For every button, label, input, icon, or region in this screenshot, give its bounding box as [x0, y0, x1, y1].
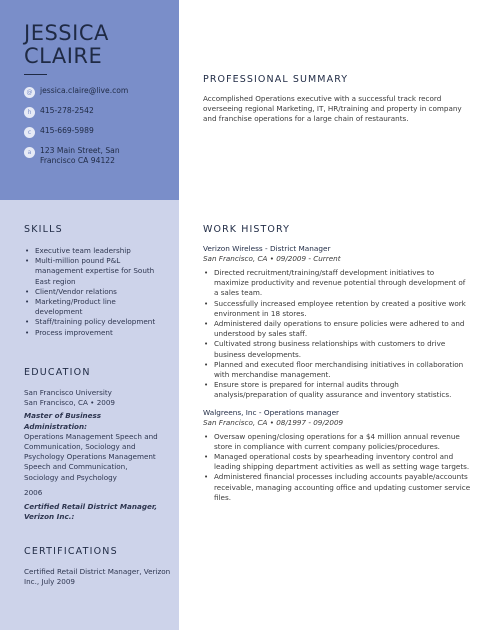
job-meta: San Francisco, CA • 08/1997 - 09/2009: [203, 417, 344, 427]
mobile-icon: c: [24, 127, 35, 138]
contact-phone: [24, 106, 174, 118]
job-duties: [203, 268, 471, 401]
education-year: 2006: [24, 487, 43, 497]
name-divider: [24, 74, 47, 75]
skill-item: • Client/Vendor relations: [24, 287, 164, 297]
skill-item: • Staff/training policy development: [24, 317, 164, 327]
certifications-text: Certified Retail District Manager, Verizon Inc., July 2009: [24, 567, 171, 587]
education-certificate: Certified Retail District Manager, Verizon Inc.:: [24, 502, 158, 522]
duty-item: • Administered financial processes including accounts payable/accounts receivable, managing accounting office and updating customer service files.: [203, 472, 471, 503]
duty-item: • Ensure store is prepared for internal audits through analysis/preparation of quality assurance and inventory statistics.: [203, 380, 471, 400]
contact-mobile-text: 415-669-5989: [40, 126, 94, 135]
contact-mobile: [24, 126, 174, 138]
education-fields: Operations Management Speech and Communication, Sociology and Psychology Operations Management Speech and Communication, Sociology and Psychology: [24, 431, 158, 482]
contact-email-text: jessica.claire@live.com: [40, 86, 129, 95]
skills-heading: SKILLS: [24, 224, 63, 235]
education-section: [24, 367, 164, 522]
duty-item: • Directed recruitment/training/staff development initiatives to maximize productivity and revenue potential through development of a sales team.: [203, 268, 471, 299]
duty-item: • Planned and executed floor merchandising initiatives in collaboration with merchandise management.: [203, 360, 471, 380]
education-degree: Master of Business Administration:: [24, 411, 102, 431]
job-entry: [203, 408, 471, 503]
job-title: Walgreens, Inc - Operations manager: [203, 407, 340, 417]
skills-list: [24, 246, 164, 338]
job-title: Verizon Wireless - District Manager: [203, 244, 331, 253]
last-name: CLAIRE: [24, 44, 103, 68]
duty-item: • Cultivated strong business relationships with customers to drive business developments.: [203, 339, 471, 359]
summary-section: [203, 74, 471, 125]
phone-icon: h: [24, 107, 35, 118]
work-history-section: [203, 224, 471, 503]
contact-list: [24, 86, 174, 174]
duty-item: • Successfully increased employee retention by created a positive work environment in 18 stores.: [203, 299, 471, 319]
contact-phone-text: 415-278-2542: [40, 106, 94, 115]
first-name: JESSICA: [24, 21, 109, 45]
duty-item: • Administered daily operations to ensure policies were adhered to and understood by sales staff.: [203, 319, 471, 339]
email-icon: @: [24, 87, 35, 98]
skills-section: [24, 224, 164, 338]
duty-item: • Managed operational costs by spearheading inventory control and leading shipping department activities as well as setting wage targets.: [203, 452, 471, 472]
summary-text: Accomplished Operations executive with a successful track record overseeing regional Marketing, IT, HR/training and property in company and franchise operations for a large chain of restaurants.: [203, 94, 462, 124]
summary-heading: PROFESSIONAL SUMMARY: [203, 74, 349, 85]
candidate-name: [24, 22, 174, 68]
contact-address: [24, 146, 174, 166]
job-entry: [203, 244, 471, 401]
duty-item: • Oversaw opening/closing operations for a $4 million annual revenue store in compliance with current company policies/procedures.: [203, 432, 471, 452]
education-school: San Francisco University: [24, 388, 112, 397]
education-location-date: San Francisco, CA • 2009: [24, 398, 115, 408]
education-heading: EDUCATION: [24, 367, 91, 378]
job-meta: San Francisco, CA • 09/2009 - Current: [203, 254, 341, 263]
skill-item: • Multi-million pound P&L management expertise for South East region: [24, 256, 164, 287]
address-icon: a: [24, 147, 35, 158]
skill-item: • Process improvement: [24, 328, 164, 338]
skill-item: • Executive team leadership: [24, 246, 164, 256]
job-duties: [203, 432, 471, 503]
work-history-heading: WORK HISTORY: [203, 224, 290, 235]
certifications-section: [24, 546, 171, 587]
contact-address-text: 123 Main Street, San Francisco CA 94122: [40, 146, 120, 165]
contact-email: [24, 86, 174, 98]
skill-item: • Marketing/Product line development: [24, 297, 164, 317]
certifications-heading: CERTIFICATIONS: [24, 546, 118, 557]
